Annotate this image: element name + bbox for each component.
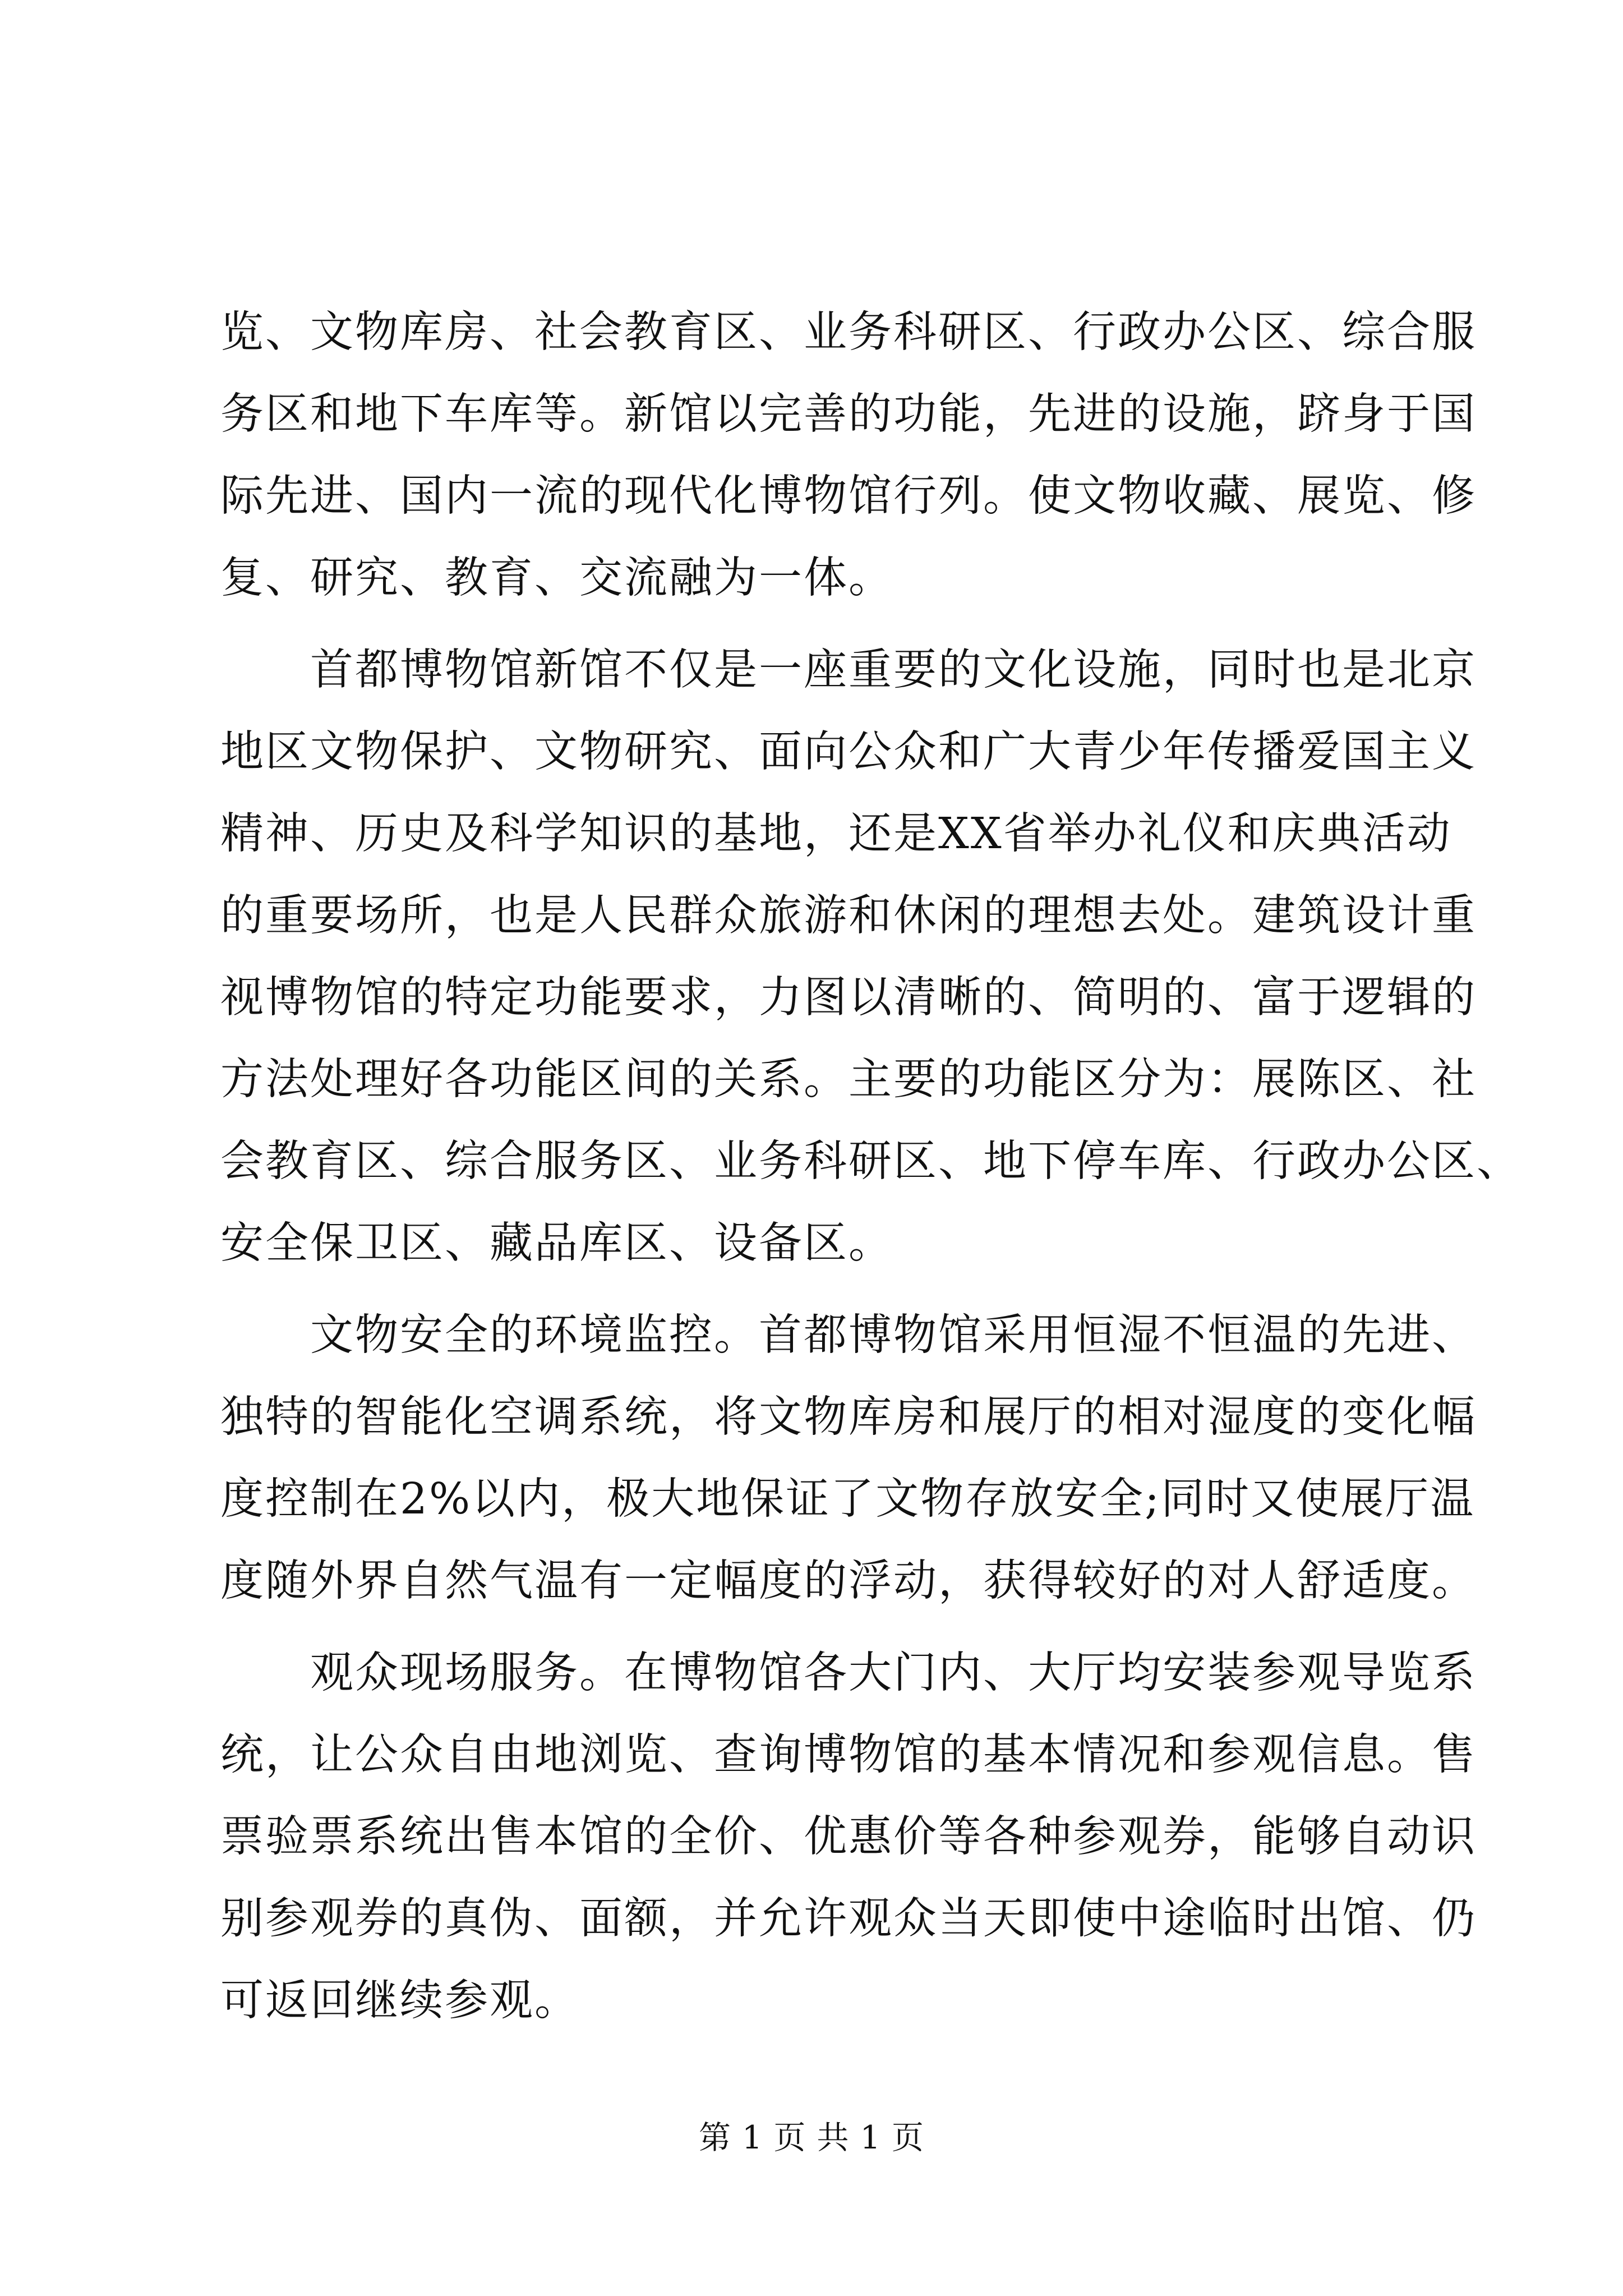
text-line: 地区文物保护、文物研究、面向公众和广大青少年传播爱国主义	[220, 727, 1477, 777]
text-line: 统，让公众自由地浏览、查询博物馆的基本情况和参观信息。售	[220, 1730, 1477, 1780]
text-line: 览、文物库房、社会教育区、业务科研区、行政办公区、综合服	[220, 307, 1477, 357]
text-line: 务区和地下车库等。新馆以完善的功能，先进的设施，跻身于国	[220, 389, 1477, 439]
page-footer	[0, 2112, 1623, 2158]
paragraph-3	[220, 1295, 1477, 1622]
text-line: 票验票系统出售本馆的全价、优惠价等各种参观券，能够自动识	[220, 1812, 1477, 1862]
text-line: 度随外界自然气温有一定幅度的浮动，获得较好的对人舒适度。	[220, 1556, 1477, 1606]
text-line: 方法处理好各功能区间的关系。主要的功能区分为：展陈区、社	[220, 1055, 1477, 1105]
text-line: 文物安全的环境监控。首都博物馆采用恒湿不恒温的先进、	[220, 1310, 1477, 1360]
paragraph-2	[220, 629, 1521, 1285]
body-text	[220, 292, 1521, 2042]
text-line: 首都博物馆新馆不仅是一座重要的文化设施，同时也是北京	[220, 645, 1477, 695]
text-line: 精神、历史及科学知识的基地，还是XX省举办礼仪和庆典活动	[220, 809, 1452, 859]
text-line: 会教育区、综合服务区、业务科研区、地下停车库、行政办公区、	[220, 1137, 1521, 1186]
text-line: 视博物馆的特定功能要求，力图以清晰的、简明的、富于逻辑的	[220, 973, 1477, 1023]
text-line: 安全保卫区、藏品库区、设备区。	[220, 1218, 893, 1268]
text-line: 别参观券的真伪、面额，并允许观众当天即使中途临时出馆、仍	[220, 1894, 1477, 1944]
text-line: 独特的智能化空调系统，将文物库房和展厅的相对湿度的变化幅	[220, 1392, 1477, 1442]
paragraph-4	[220, 1632, 1477, 2042]
text-line: 可返回继续参观。	[220, 1976, 579, 2026]
text-line: 观众现场服务。在博物馆各大门内、大厅均安装参观导览系	[220, 1648, 1477, 1698]
text-line: 复、研究、教育、交流融为一体。	[220, 553, 893, 603]
text-line: 际先进、国内一流的现代化博物馆行列。使文物收藏、展览、修	[220, 471, 1477, 521]
paragraph-1	[220, 292, 1477, 619]
text-line: 度控制在2%以内，极大地保证了文物存放安全;同时又使展厅温	[220, 1474, 1476, 1524]
text-line: 的重要场所，也是人民群众旅游和休闲的理想去处。建筑设计重	[220, 891, 1477, 941]
page-number: 第 1 页 共 1 页	[698, 2119, 925, 2156]
